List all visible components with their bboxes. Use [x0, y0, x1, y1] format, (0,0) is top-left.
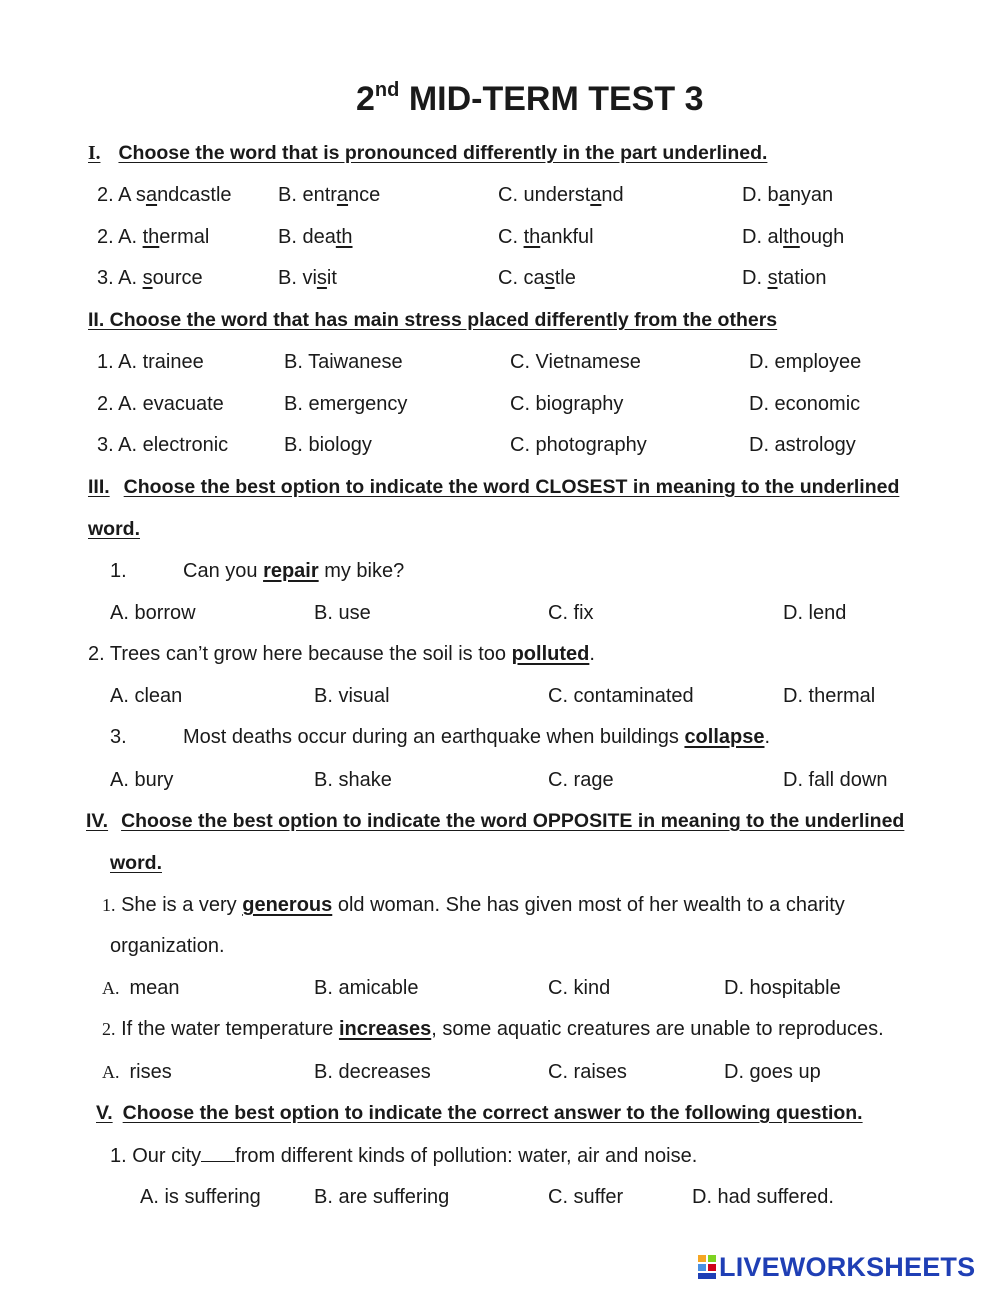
underlined-part: th [335, 226, 353, 248]
s1-q1-option[interactable]: 2. A sandcastle [97, 184, 232, 206]
s1-q3-option[interactable]: D. station [742, 267, 827, 289]
s3-q1-option[interactable]: D. lend [783, 602, 847, 624]
s5-q1-option[interactable]: B. are suffering [314, 1186, 450, 1208]
s1-q2-option[interactable]: D. although [742, 226, 845, 248]
s2-q2-option[interactable]: C. biography [510, 393, 624, 415]
s1-q1-option[interactable]: B. entrance [278, 184, 381, 206]
s5-q1-option[interactable]: A. is suffering [140, 1186, 261, 1208]
s1-q3-option[interactable]: 3. A. source [97, 267, 203, 289]
s2-q1-option[interactable]: D. employee [749, 351, 862, 373]
section-4-heading: IV. Choose the best option to indicate the word OPPOSITE in meaning to the underlined [86, 810, 905, 832]
underlined-part: s [142, 267, 153, 289]
s5-q1-option[interactable]: C. suffer [548, 1186, 624, 1208]
underlined-part: s [544, 267, 555, 289]
s3-q2-option[interactable]: A. clean [110, 685, 183, 707]
s2-q3-option[interactable]: C. photography [510, 434, 647, 456]
s4-q2-option-b[interactable]: B. decreases [314, 1061, 431, 1083]
s3-q2-option[interactable]: C. contaminated [548, 685, 694, 707]
s3-q2-option[interactable]: B. visual [314, 685, 390, 707]
underlined-part: a [778, 184, 790, 206]
s3-q3-option[interactable]: D. fall down [783, 769, 888, 791]
section-1-heading: I. Choose the word that is pronounced differently in the part underlined. [88, 142, 768, 164]
s1-q3-option[interactable]: C. castle [498, 267, 576, 289]
key-word: collapse [684, 726, 765, 748]
key-word: increases [338, 1018, 432, 1040]
key-word: repair [263, 560, 319, 582]
s4-q1-text-cont: organization. [110, 935, 225, 957]
s4-q2-option-a[interactable]: A. rises [102, 1061, 172, 1083]
s2-q2-option[interactable]: B. emergency [284, 393, 408, 415]
s2-q1-option[interactable]: C. Vietnamese [510, 351, 641, 373]
section-3-heading: III. Choose the best option to indicate the word CLOSEST in meaning to the underlined [88, 476, 900, 498]
s4-q1-text: 1. She is a very generous old woman. She has given most of her wealth to a charity [102, 894, 845, 916]
underlined-part: s [767, 267, 778, 289]
s1-q2-option[interactable]: B. death [278, 226, 353, 248]
liveworksheets-icon [697, 1254, 717, 1280]
s1-q1-option[interactable]: D. banyan [742, 184, 834, 206]
s3-q1-text: Can you repair my bike? [183, 560, 405, 582]
s4-q1-option-a[interactable]: A. mean [102, 977, 180, 999]
s3-q3-option[interactable]: B. shake [314, 769, 392, 791]
s1-q2-option[interactable]: 2. A. thermal [97, 226, 210, 248]
underlined-part: a [590, 184, 602, 206]
s1-q3-option[interactable]: B. visit [278, 267, 337, 289]
s3-q1-option[interactable]: A. borrow [110, 602, 196, 624]
s2-q1-option[interactable]: B. Taiwanese [284, 351, 403, 373]
s2-q3-option[interactable]: B. biology [284, 434, 372, 456]
s2-q3-option[interactable]: D. astrology [749, 434, 856, 456]
s3-q3-option[interactable]: C. rage [548, 769, 614, 791]
section-4-heading-cont: word. [110, 852, 162, 874]
section-3-heading-cont: word. [88, 518, 140, 540]
s1-q2-option[interactable]: C. thankful [498, 226, 594, 248]
underlined-part: th [783, 226, 800, 248]
s5-q1-option[interactable]: D. had suffered. [692, 1186, 834, 1208]
underlined-part: a [145, 184, 158, 206]
s4-q1-option-b[interactable]: B. amicable [314, 977, 419, 999]
section-2-heading: II. Choose the word that has main stress placed differently from the others [88, 309, 778, 331]
s3-q3-number: 3. [110, 726, 127, 748]
page-title: 2nd MID-TERM TEST 3 [356, 79, 704, 118]
s3-q1-option[interactable]: C. fix [548, 602, 594, 624]
key-word: polluted [511, 643, 590, 665]
underlined-part: s [316, 267, 327, 289]
s5-q1-text: 1. Our city from different kinds of pollution: water, air and noise. [110, 1145, 698, 1167]
s3-q3-option[interactable]: A. bury [110, 769, 174, 791]
s3-q3-text: Most deaths occur during an earthquake when buildings collapse. [183, 726, 771, 748]
s4-q2-option-c[interactable]: C. raises [548, 1061, 627, 1083]
liveworksheets-logo: LIVEWORKSHEETS [697, 1252, 975, 1283]
s4-q1-option-c[interactable]: C. kind [548, 977, 611, 999]
s1-q1-option[interactable]: C. understand [498, 184, 624, 206]
s4-q2-text: 2. If the water temperature increases, some aquatic creatures are unable to reproduces. [102, 1018, 884, 1040]
s2-q2-option[interactable]: 2. A. evacuate [97, 393, 224, 415]
section-5-heading: V. Choose the best option to indicate the correct answer to the following question. [96, 1102, 863, 1124]
s2-q1-option[interactable]: 1. A. trainee [97, 351, 204, 373]
s3-q1-number: 1. [110, 560, 127, 582]
answer-blank[interactable] [201, 1143, 235, 1162]
s2-q3-option[interactable]: 3. A. electronic [97, 434, 229, 456]
underlined-part: th [142, 226, 160, 248]
s3-q2-text: 2. Trees can’t grow here because the soil is too polluted. [88, 643, 595, 665]
s3-q1-option[interactable]: B. use [314, 602, 371, 624]
s3-q2-option[interactable]: D. thermal [783, 685, 876, 707]
s4-q1-option-d[interactable]: D. hospitable [724, 977, 841, 999]
key-word: generous [242, 894, 333, 916]
underlined-part: a [336, 184, 349, 206]
underlined-part: th [523, 226, 541, 248]
s4-q2-option-d[interactable]: D. goes up [724, 1061, 821, 1083]
s2-q2-option[interactable]: D. economic [749, 393, 861, 415]
